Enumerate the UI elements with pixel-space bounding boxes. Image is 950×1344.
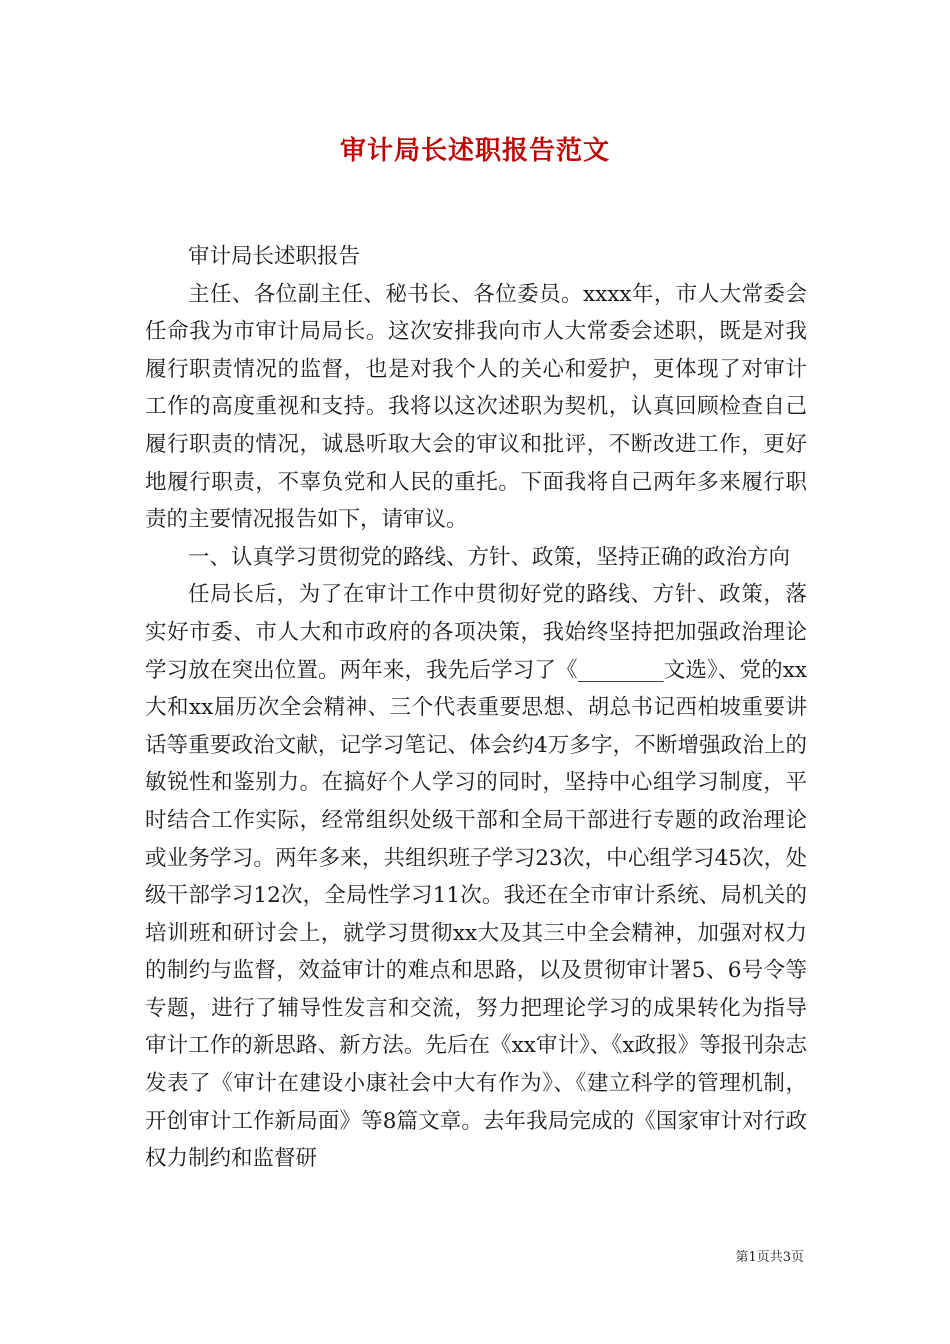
document-subtitle: 审计局长述职报告 — [188, 244, 361, 269]
document-body — [145, 238, 807, 1178]
paragraph: 任局长后，为了在审计工作中贯彻好党的路线、方针、政策，落实好市委、市人大和市政府的各项决策，我始终坚持把加强政治理论学习放在突出位置。两年来，我先后学习了《________文选》、党的xx大和xx届历次全会精神、三个代表重要思想、胡总书记西柏坡重要讲话等重要政治文献，记学习笔记、体会约4万多字，不断增强政治上的敏锐性和鉴别力。在搞好个人学习的同时，坚持中心组学习制度，平时结合工作实际，经常组织处级干部和全局干部进行专题的政治理论或业务学习。两年多来，共组织班子学习23次，中心组学习45次，处级干部学习12次，全局性学习11次。我还在全市审计系统、局机关的培训班和研讨会上，就学习贯彻xx大及其三中全会精神，加强对权力的制约与监督，效益审计的难点和思路，以及贯彻审计署5、6号令等专题，进行了辅导性发言和交流，努力把理论学习的成果转化为指导审计工作的新思路、新方法。先后在《xx审计》、《x政报》等报刊杂志发表了《审计在建设小康社会中大有作为》、《建立科学的管理机制，开创审计工作新局面》等8篇文章。去年我局完成的《国家审计对行政权力制约和监督研 — [145, 582, 807, 1172]
paragraph: 主任、各位副主任、秘书长、各位委员。xxxx年，市人大常委会任命我为市审计局局长。这次安排我向市人大常委会述职，既是对我履行职责情况的监督，也是对我个人的关心和爱护，更体现了对审计工作的高度重视和支持。我将以这次述职为契机，认真回顾检查自己履行职责的情况，诚恳听取大会的审议和批评，不断改进工作，更好地履行职责，不辜负党和人民的重托。下面我将自己两年多来履行职责的主要情况报告如下，请审议。 — [145, 281, 807, 533]
section-heading: 一、认真学习贯彻党的路线、方针、政策，坚持正确的政治方向 — [188, 544, 791, 570]
document-title: 审计局长述职报告范文 — [339, 136, 610, 166]
page-number: 第1页共3页 — [735, 1250, 804, 1265]
